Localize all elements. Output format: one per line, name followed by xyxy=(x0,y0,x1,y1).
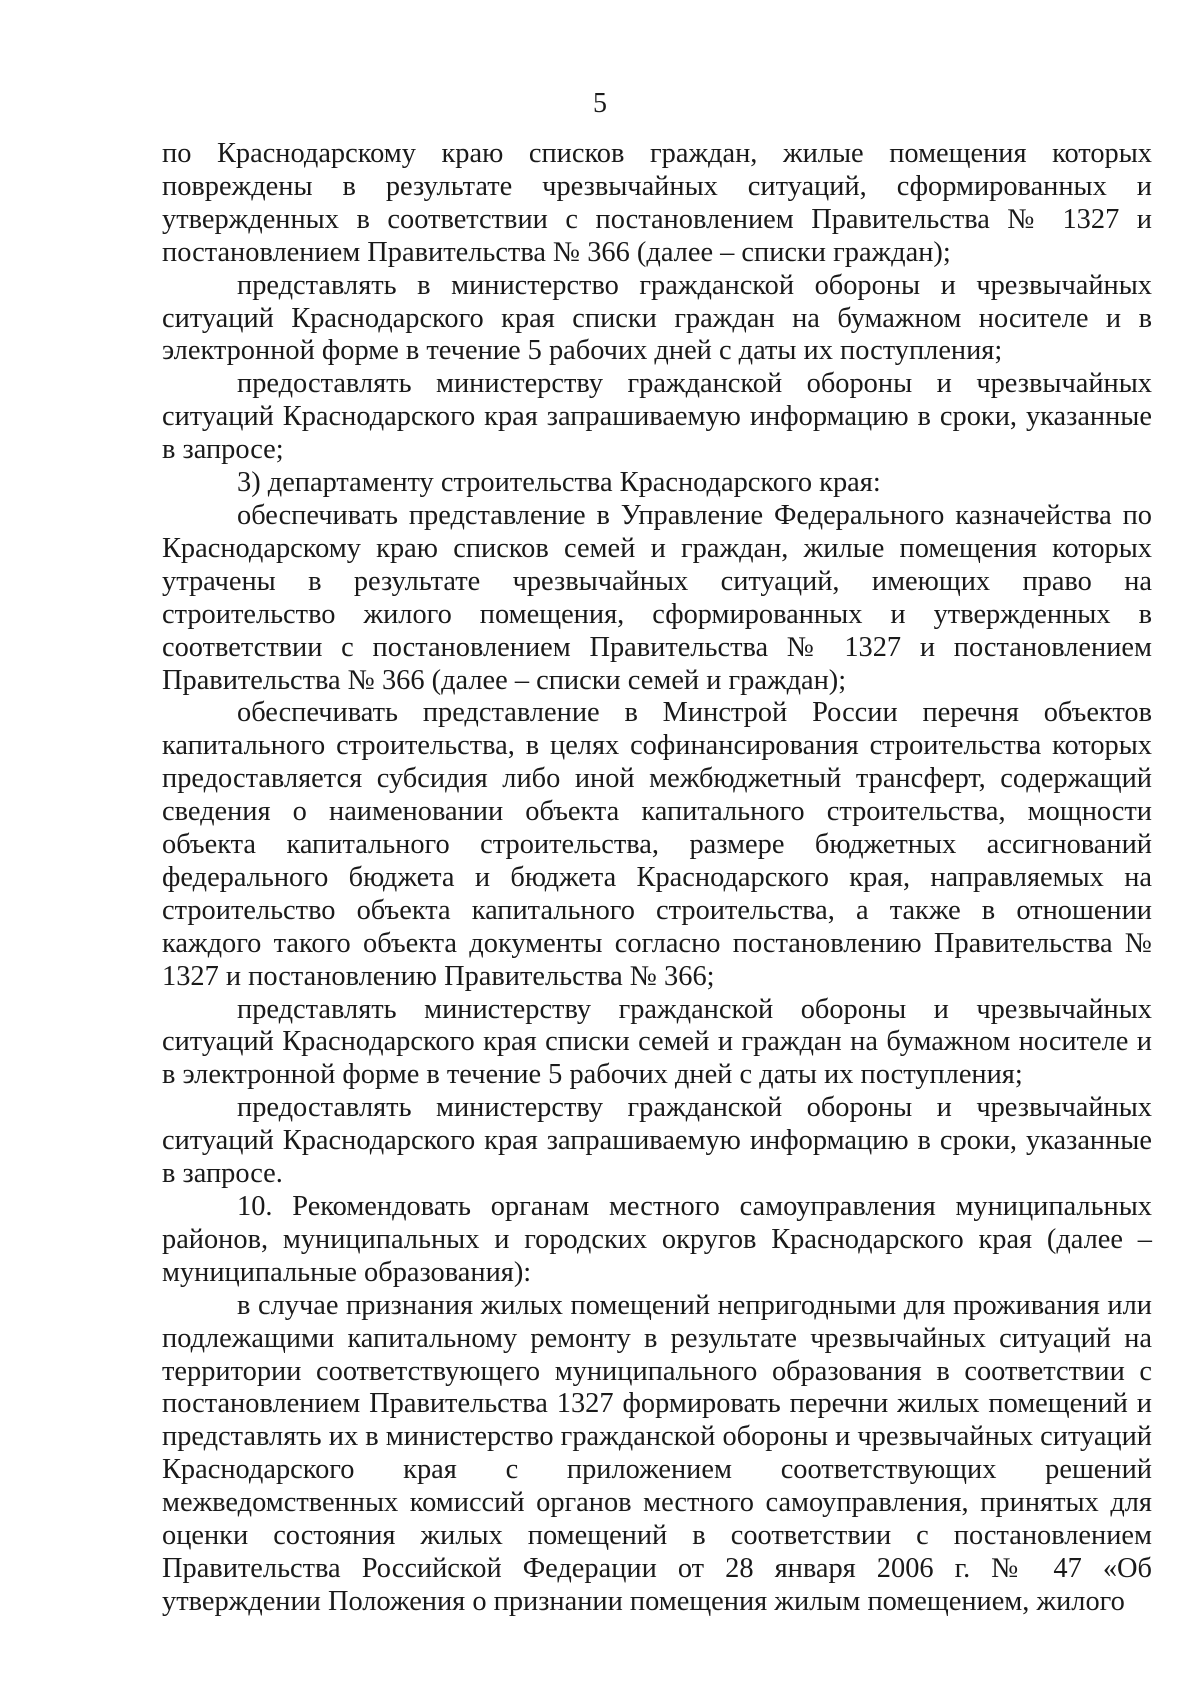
paragraph-continuation: по Краснодарскому краю списков граждан, жилые помещения которых повреждены в результате чрезвычайных ситуаций, сформированных и утвержденных в соответствии с постановлением Правительства № 1327 и постановлением Правительства № 366 (далее – списки граждан); xyxy=(162,138,1152,268)
page-number: 5 xyxy=(593,88,607,119)
paragraph-minstroy-list: обеспечивать представление в Минстрой России перечня объектов капитального строительства, в целях софинансирования строительства которых предоставляется субсидия либо иной межбюджетный трансферт, содержащий сведения о наименовании объекта капитального строительства, мощности объекта капитального строительства, размере бюджетных ассигнований федерального бюджета и бюджета Краснодарского края, направляемых на строительство объекта капитального строительства, а также в отношении каждого такого объекта документы согласно постановлению Правительства № 1327 и постановлению Правительства № 366; xyxy=(162,697,1152,992)
paragraph-item-3-heading: 3) департаменту строительства Краснодарского края: xyxy=(237,467,881,499)
paragraph-item-10: 10. Рекомендовать органам местного самоуправления муниципальных районов, муниципальных и городских округов Краснодарского края (далее – муниципальные образования): xyxy=(162,1191,1152,1288)
paragraph-provide-info: предоставлять министерству гражданской обороны и чрезвычайных ситуаций Краснодарского края запрашиваемую информацию в сроки, указанные в запросе; xyxy=(162,368,1152,466)
document-body xyxy=(162,138,1152,1619)
paragraph-treasury-lists: обеспечивать представление в Управление Федерального казначейства по Краснодарскому краю списков семей и граждан, жилые помещения которых утрачены в результате чрезвычайных ситуаций, имеющих право на строительство жилого помещения, сформированных и утвержденных в соответствии с постановлением Правительства № 1327 и постановлением Правительства № 366 (далее – списки семей и граждан); xyxy=(162,499,1152,696)
paragraph-submit-family-lists: представлять министерству гражданской обороны и чрезвычайных ситуаций Краснодарского края списки семей и граждан на бумажном носителе и в электронной форме в течение 5 рабочих дней с даты их поступления; xyxy=(162,993,1152,1091)
paragraph-submit-lists-ministry: представлять в министерство гражданской обороны и чрезвычайных ситуаций Краснодарского края списки граждан на бумажном носителе и в электронной форме в течение 5 рабочих дней с даты их поступления; xyxy=(162,269,1152,367)
paragraph-provide-info-2: предоставлять министерству гражданской обороны и чрезвычайных ситуаций Краснодарского края запрашиваемую информацию в сроки, указанные в запросе. xyxy=(162,1092,1152,1190)
paragraph-housing-recognition: в случае признания жилых помещений непригодными для проживания или подлежащими капитальному ремонту в результате чрезвычайных ситуаций на территории соответствующего муниципального образования в соответствии с постановлением Правительства 1327 формировать перечни жилых помещений и представлять их в министерство гражданской обороны и чрезвычайных ситуаций Краснодарского края с приложением соответствующих решений межведомственных комиссий органов местного самоуправления, принятых для оценки состояния жилых помещений в соответствии с постановлением Правительства Российской Федерации от 28 января 2006 г. № 47 «Об утверждении Положения о признании помещения жилым помещением, жилого xyxy=(162,1289,1152,1617)
